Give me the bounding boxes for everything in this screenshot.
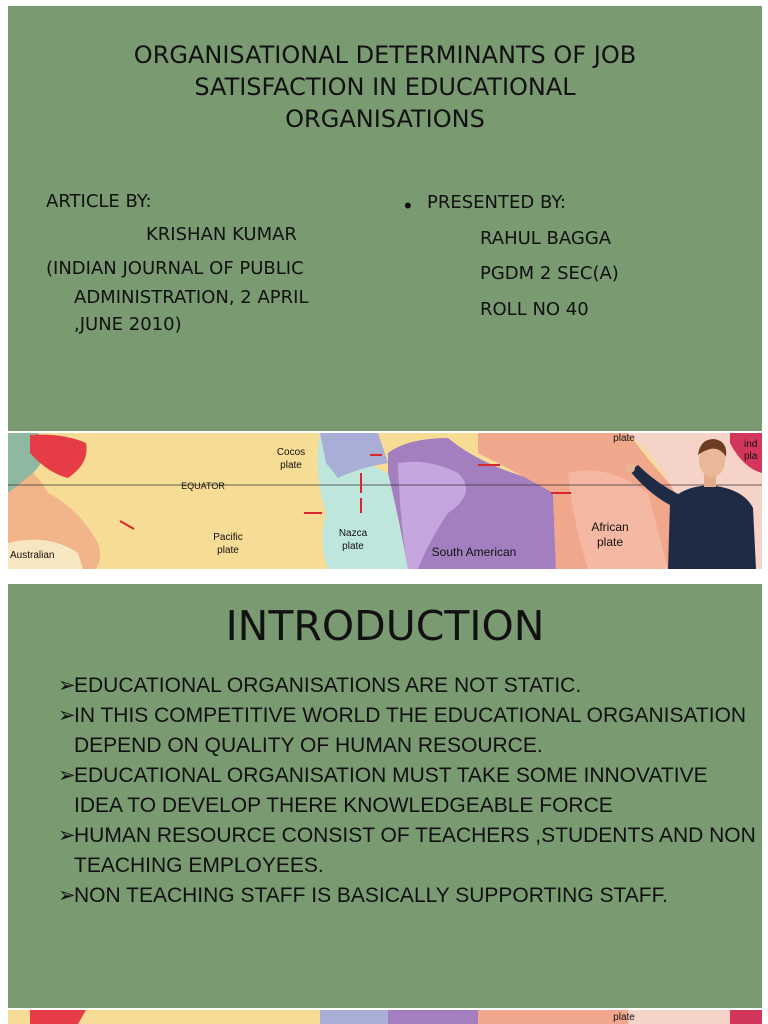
map-label: African: [591, 520, 629, 534]
presenter-roll: ROLL NO 40: [480, 299, 589, 320]
slide-title: [48, 39, 722, 135]
list-item: ➢ IN THIS COMPETITIVE WORLD THE EDUCATIONAL ORGANISATION DEPEND ON QUALITY OF HUMAN RESOURCE.: [58, 701, 758, 761]
introduction-slide: [8, 584, 762, 1008]
map-label: pla: [744, 451, 758, 462]
arrow-bullet-icon: ➢: [58, 704, 76, 727]
tectonic-map-svg-bottom: [8, 1010, 762, 1024]
title-line: SATISFACTION IN EDUCATIONAL: [194, 73, 576, 101]
presenter-program: PGDM 2 SEC(A): [480, 263, 619, 284]
map-label: plate: [613, 433, 635, 444]
map-label: ind: [744, 439, 758, 450]
source-line: (INDIAN JOURNAL OF PUBLIC: [46, 258, 304, 279]
article-by-label: ARTICLE BY:: [46, 191, 152, 212]
arrow-bullet-icon: ➢: [58, 884, 76, 907]
map-label: plate: [596, 535, 624, 549]
map-label: EQUATOR: [181, 481, 225, 491]
map-label: South American: [431, 545, 517, 559]
list-item: ➢ NON TEACHING STAFF IS BASICALLY SUPPORTING STAFF.: [58, 881, 758, 911]
arrow-bullet-icon: ➢: [58, 764, 76, 787]
map-label: Australian: [10, 550, 55, 561]
title-line: ORGANISATIONS: [285, 105, 485, 133]
map-label: Nazca: [338, 528, 368, 539]
presenter-name: RAHUL BAGGA: [480, 228, 612, 249]
bullet-icon: •: [404, 193, 412, 218]
slide-heading: INTRODUCTION: [225, 602, 545, 650]
list-item: ➢ EDUCATIONAL ORGANISATION MUST TAKE SOME INNOVATIVE IDEA TO DEVELOP THERE KNOWLEDGEABLE FORCE: [58, 761, 758, 821]
map-label: plate: [342, 541, 364, 552]
map-label: Pacific: [213, 532, 243, 543]
title-line: ORGANISATIONAL DETERMINANTS OF JOB: [133, 41, 637, 69]
list-item: ➢ HUMAN RESOURCE CONSIST OF TEACHERS ,STUDENTS AND NON TEACHING EMPLOYEES.: [58, 821, 758, 881]
tectonic-map-svg: [8, 433, 762, 569]
list-item: ➢ EDUCATIONAL ORGANISATIONS ARE NOT STATIC.: [58, 671, 758, 701]
map-label: Cocos: [276, 447, 306, 458]
author-name: KRISHAN KUMAR: [146, 224, 297, 245]
tectonic-map-image: [8, 433, 762, 569]
source-line: ADMINISTRATION, 2 APRIL: [74, 287, 309, 308]
arrow-bullet-icon: ➢: [58, 674, 76, 697]
map-label: plate: [613, 1012, 635, 1023]
map-label: plate: [280, 460, 302, 471]
arrow-bullet-icon: ➢: [58, 824, 76, 847]
source-line: ,JUNE 2010): [74, 314, 182, 335]
presented-by-label: PRESENTED BY:: [427, 192, 566, 213]
map-label: plate: [217, 545, 239, 556]
intro-points: [58, 671, 758, 911]
title-slide: [8, 6, 762, 431]
tectonic-map-image-bottom: [8, 1010, 762, 1024]
